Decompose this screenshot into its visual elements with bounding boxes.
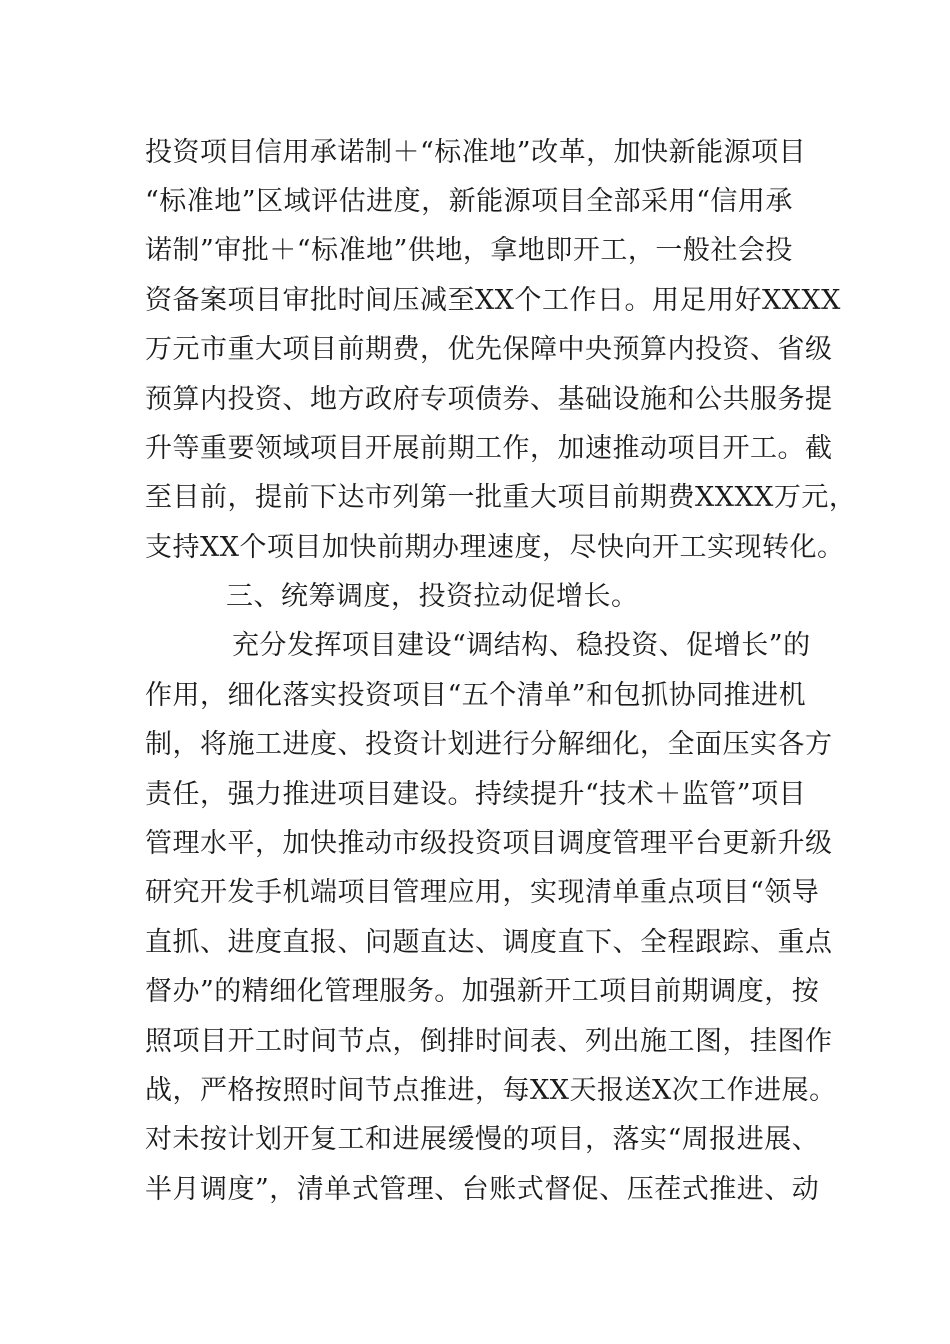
paragraph-line: 万元市重大项目前期费，优先保障中央预算内投资、省级 xyxy=(145,334,833,365)
paragraph-line: 资备案项目审批时间压减至XX个工作日。用足用好XXXX xyxy=(145,285,841,316)
paragraph-line: 照项目开工时间节点，倒排时间表、列出施工图，挂图作 xyxy=(145,1026,833,1057)
paragraph-line: 至目前，提前下达市列第一批重大项目前期费XXXX万元， xyxy=(145,482,857,513)
paragraph-line: 直抓、进度直报、问题直达、调度直下、全程跟踪、重点 xyxy=(145,927,833,958)
paragraph-line: 充分发挥项目建设“调结构、稳投资、促增长”的 xyxy=(232,630,811,661)
paragraph-line: 制，将施工进度、投资计划进行分解细化，全面压实各方 xyxy=(145,729,833,760)
paragraph-line: 预算内投资、地方政府专项债券、基础设施和公共服务提 xyxy=(145,384,833,415)
paragraph-line: 管理水平，加快推动市级投资项目调度管理平台更新升级 xyxy=(145,828,833,859)
paragraph-line: 督办”的精细化管理服务。加强新开工项目前期调度，按 xyxy=(145,976,820,1007)
paragraph-line: 投资项目信用承诺制＋“标准地”改革，加快新能源项目 xyxy=(145,137,807,168)
paragraph-line: 半月调度”，清单式管理、台账式督促、压茬式推进、动 xyxy=(145,1174,820,1205)
paragraph-line: “标准地”区域评估进度，新能源项目全部采用“信用承 xyxy=(145,186,793,217)
paragraph-line: 对未按计划开复工和进展缓慢的项目，落实“周报进展、 xyxy=(145,1124,820,1155)
paragraph-line: 责任，强力推进项目建设。持续提升“技术＋监管”项目 xyxy=(145,779,807,810)
paragraph-line: 作用，细化落实投资项目“五个清单”和包抓协同推进机 xyxy=(145,680,807,711)
section-heading: 三、统筹调度，投资拉动促增长。 xyxy=(226,581,639,612)
paragraph-line: 升等重要领域项目开展前期工作，加速推动项目开工。截 xyxy=(145,433,833,464)
paragraph-line: 战，严格按照时间节点推进，每XX天报送X次工作进展。 xyxy=(145,1075,837,1106)
paragraph-line: 研究开发手机端项目管理应用，实现清单重点项目“领导 xyxy=(145,877,820,908)
paragraph-line: 支持XX个项目加快前期办理速度，尽快向开工实现转化。 xyxy=(145,532,845,563)
paragraph-line: 诺制”审批＋“标准地”供地，拿地即开工，一般社会投 xyxy=(145,235,793,266)
